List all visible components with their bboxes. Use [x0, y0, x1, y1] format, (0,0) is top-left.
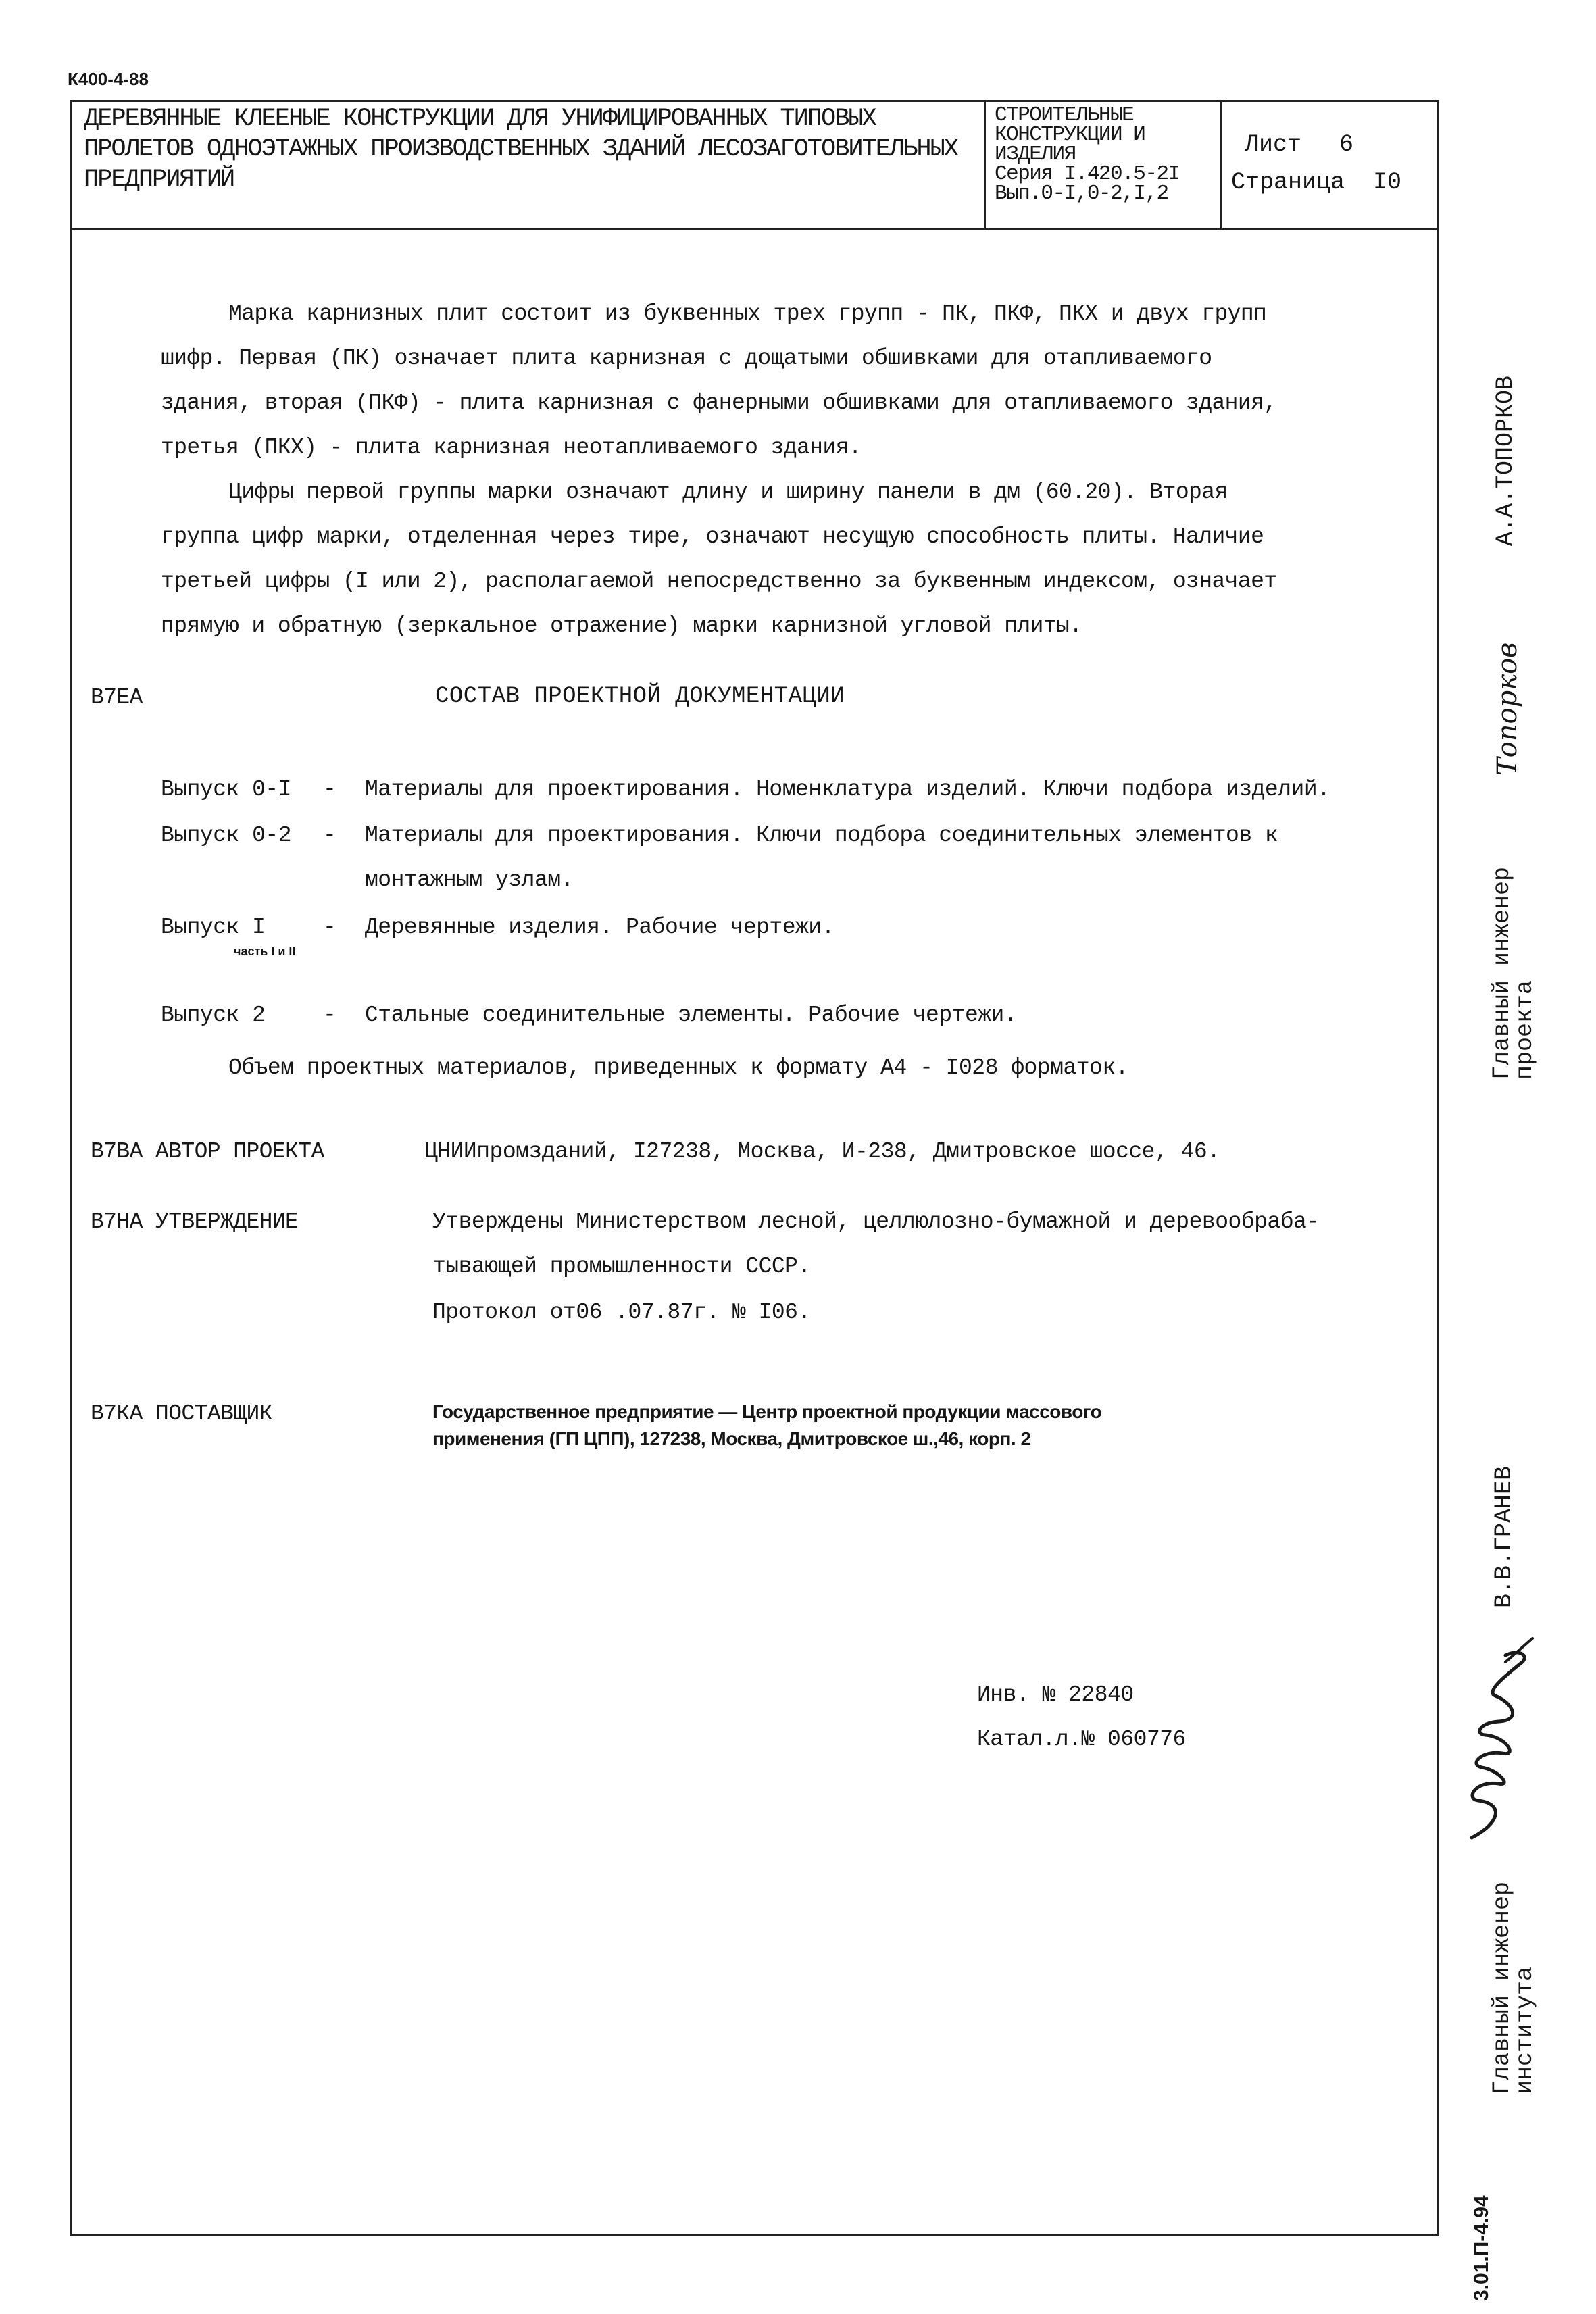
- issue-text: Стальные соединительные элементы. Рабочие чертежи.: [365, 1003, 1018, 1028]
- issue-label: Выпуск 2: [161, 1003, 266, 1028]
- para2-line: третьей цифры (I или 2), располагаемой непосредственно за буквенным индексом, означает: [161, 569, 1277, 594]
- catalog-number: Катал.л.№ 060776: [977, 1727, 1186, 1752]
- sheet-label: Лист: [1245, 131, 1302, 158]
- topor-name: А.А.ТОПОРКОВ: [1492, 375, 1519, 546]
- section-code-b7na: В7НА УТВЕРЖДЕНИЕ: [91, 1209, 299, 1234]
- document-title: [84, 104, 976, 195]
- volume-line: Объем проектных материалов, приведенных к формату А4 - I028 форматок.: [228, 1055, 1128, 1080]
- header-divider-v1: [984, 100, 986, 230]
- issue-dash: -: [323, 823, 336, 848]
- granev-signature: [1458, 1635, 1539, 1844]
- title-line: ПРОЛЕТОВ ОДНОЭТАЖНЫХ ПРОИЗВОДСТВЕННЫХ ЗДАНИЙ ЛЕСОЗАГОТОВИТЕЛЬНЫХ: [84, 135, 958, 164]
- approval-line: Утверждены Министерством лесной, целлюлозно-бумажной и деревообраба-: [432, 1209, 1320, 1234]
- page-label: Страница: [1231, 169, 1345, 196]
- issue-label: Выпуск I: [161, 915, 266, 940]
- para1-line: Марка карнизных плит состоит из буквенных трех групп - ПК, ПКФ, ПКХ и двух групп: [228, 301, 1267, 326]
- issue-text: Материалы для проектирования. Номенклатура изделий. Ключи подбора изделий.: [365, 777, 1330, 802]
- issue-dash: -: [323, 1003, 336, 1028]
- title-line: ДЕРЕВЯННЫЕ КЛЕЕНЫЕ КОНСТРУКЦИИ ДЛЯ УНИФИЦИРОВАННЫХ ТИПОВЫХ: [84, 105, 876, 133]
- header-divider: [70, 228, 1439, 230]
- section-code-b7ea: В7ЕА: [91, 685, 143, 710]
- approval-line: Протокол от06 .07.87г. № I06.: [432, 1300, 811, 1325]
- series-line: СТРОИТЕЛЬНЫЕ: [995, 103, 1134, 127]
- supplier-line: Государственное предприятие — Центр проектной продукции массового: [432, 1401, 1102, 1422]
- archive-code: 3.01.П-4.94: [1470, 2195, 1493, 2301]
- issue-text-cont: монтажным узлам.: [365, 867, 574, 892]
- header-divider-v2: [1220, 100, 1222, 230]
- issue-label: Выпуск 0-2: [161, 823, 292, 848]
- issue-text: Материалы для проектирования. Ключи подбора соединительных элементов к: [365, 823, 1278, 848]
- para1-line: здания, вторая (ПКФ) - плита карнизная с фанерными обшивками для отапливаемого здания,: [161, 391, 1277, 416]
- title-line: ПРЕДПРИЯТИЙ: [84, 166, 234, 194]
- supplier-line: применения (ГП ЦПП), 127238, Москва, Дмитровское ш.,46, корп. 2: [432, 1428, 1031, 1449]
- series-line: КОНСТРУКЦИИ И: [995, 123, 1145, 147]
- para1-line: третья (ПКХ) - плита карнизная неотапливаемого здания.: [161, 435, 862, 460]
- series-line: Вып.0-I,0-2,I,2: [995, 182, 1168, 205]
- granev-name: В.В.ГРАНЕВ: [1491, 1465, 1518, 1608]
- para2-line: прямую и обратную (зеркальное отражение) марки карнизной угловой плиты.: [161, 613, 1082, 638]
- topor-signature: Топорков: [1492, 642, 1523, 776]
- issue-dash: -: [323, 777, 336, 802]
- series-line: ИЗДЕЛИЯ: [995, 143, 1076, 166]
- approval-line: тывающей промышленности СССР.: [432, 1254, 811, 1279]
- series-line: Серия I.420.5-2I: [995, 162, 1180, 186]
- chief-project-engineer-label: Главный инженер проекта: [1489, 866, 1539, 1080]
- issue-text: Деревянные изделия. Рабочие чертежи.: [365, 915, 834, 940]
- inventory-number: Инв. № 22840: [977, 1682, 1134, 1707]
- issue-dash: -: [323, 915, 336, 940]
- page-number: I0: [1373, 169, 1402, 196]
- chief-institute-engineer-label: Главный инженер института: [1489, 1881, 1539, 2094]
- issue-label: Выпуск 0-I: [161, 777, 292, 802]
- para2-line: группа цифр марки, отделенная через тире, означают несущую способность плиты. Наличие: [161, 524, 1264, 549]
- document-code: К400-4-88: [68, 69, 149, 89]
- para2-line: Цифры первой группы марки означают длину и ширину панели в дм (60.20). Вторая: [228, 480, 1228, 505]
- issue-subpart: часть I и II: [234, 945, 296, 958]
- sheet-block: [1231, 126, 1401, 201]
- para1-line: шифр. Первая (ПК) означает плита карнизная с дощатыми обшивками для отапливаемого: [161, 346, 1212, 371]
- section-heading: СОСТАВ ПРОЕКТНОЙ ДОКУМЕНТАЦИИ: [435, 684, 845, 709]
- author-text: ЦНИИпромзданий, I27238, Москва, И-238, Дмитровское шоссе, 46.: [424, 1139, 1220, 1164]
- section-code-b7va: В7ВА АВТОР ПРОЕКТА: [91, 1139, 324, 1164]
- sheet-number: 6: [1339, 131, 1354, 158]
- series-block: [995, 105, 1218, 203]
- section-code-b7ka: В7КА ПОСТАВЩИК: [91, 1401, 272, 1426]
